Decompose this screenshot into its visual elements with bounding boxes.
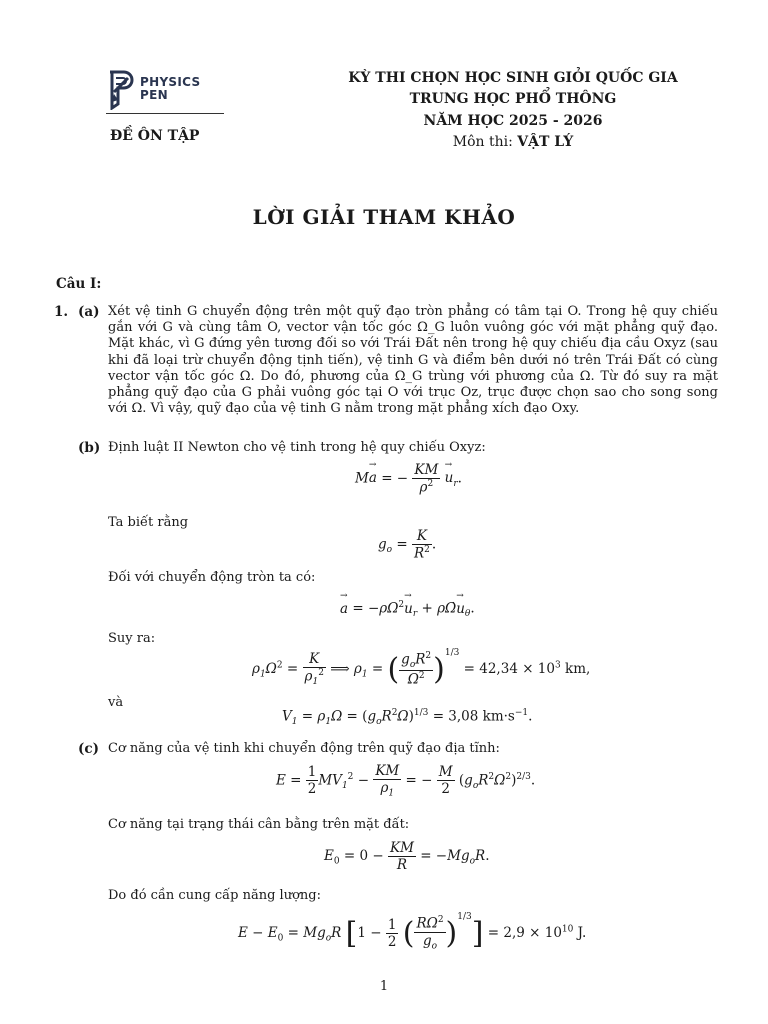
- energy-unit: J.: [577, 925, 587, 941]
- part-a-text: Xét vệ tinh G chuyển động trên một quỹ đạo tròn phẳng có tâm tại O. Trong hệ quy chiếu gắn với G và cùng tâm O, vector vận tốc góc Ω_G luôn vuông góc với mặt phẳng quỹ đạo. Mặt khác, vì G đứng yên tương đối so với Trái Đất nên trong hệ quy chiếu địa cầu Oxyz (sau khi đã loại trừ chuyển động tịnh tiến), vệ tinh G và điểm bên dưới nó trên Trái Đất có cùng vector vận tốc góc Ω. Do đó, phương của Ω_G trùng với phương của Ω. Từ đó suy ra mặt phẳng quỹ đạo của G phải vuông góc tại O với trục Oz, trục được chọn sao cho song song với Ω. Vì vậy, quỹ đạo của vệ tinh G nằm trong mặt phẳng xích đạo Oxy.: [108, 304, 718, 417]
- school-year: NĂM HỌC 2025 - 2026: [423, 113, 603, 129]
- rho-value: = 42,34 × 10: [463, 661, 555, 677]
- equation-energy-difference: $E - E_0 = Mg_oR$ [1 − $\frac{1}{2}$ ( $\frac{R\Omega^2}{g_o}$ )$^{1/3}] = 2,9 \times 10^{10}$ J.: [238, 912, 587, 952]
- part-b-intro: Định luật II Newton cho vệ tinh trong hệ quy chiếu Oxyz:: [108, 440, 486, 455]
- exam-name-line-1: KỲ THI CHỌN HỌC SINH GIỎI QUỐC GIA: [348, 70, 678, 86]
- text-known: Ta biết rằng: [108, 515, 189, 530]
- energy-exponent: 10: [561, 924, 574, 935]
- question-label: Câu I:: [56, 276, 102, 292]
- page-title: LỜI GIẢI THAM KHẢO: [252, 205, 516, 229]
- text-energy-needed: Do đó cần cung cấp năng lượng:: [108, 888, 321, 903]
- velocity-value: = 3,08 km·s: [432, 708, 515, 725]
- part-c-label: (c): [78, 741, 99, 757]
- text-circular: Đối với chuyển động tròn ta có:: [108, 570, 316, 585]
- pen-icon: [106, 70, 136, 110]
- rho-exponent: 3: [554, 660, 561, 671]
- logo-divider: [106, 113, 224, 114]
- part-b-label: (b): [78, 440, 101, 456]
- equation-newton: M→ a = − $\frac{KM}{\rho^2}$ → $u_r$.: [355, 462, 462, 496]
- text-and: và: [108, 695, 124, 710]
- part-a-label: (a): [78, 304, 100, 320]
- text-ground: Cơ năng tại trạng thái cân bằng trên mặt đất:: [108, 817, 410, 832]
- logo-line-1: PHYSICS: [140, 75, 201, 89]
- equation-g0: $g_o$ = $\frac{K}{R^2}$ .: [378, 528, 437, 562]
- rho-unit: km,: [565, 661, 591, 677]
- subject-label: Môn thi:: [452, 134, 513, 150]
- item-number: 1.: [54, 304, 69, 320]
- logo-text: [140, 76, 200, 102]
- equation-energy-ground: $E_0 = 0$ − $\frac{KM}{R}$ = $-Mg_oR$.: [324, 840, 490, 873]
- exam-subtitle: ĐỀ ÔN TẬP: [110, 128, 200, 144]
- equation-rho1: $\rho_1\Omega^2$ = $\frac{K}{\rho_1^2}$ ⟹ $\rho_1$ = ( $\frac{g_oR^2}{\Omega^2}$ )$^{1/3} = 42,34 \times 10^3$ km,: [252, 648, 591, 688]
- velocity-end: .: [528, 708, 533, 725]
- logo-line-2: PEN: [140, 88, 168, 102]
- part-c-intro: Cơ năng của vệ tinh khi chuyển động trên quỹ đạo địa tĩnh:: [108, 741, 500, 756]
- exam-name-line-2: TRUNG HỌC PHỔ THÔNG: [409, 91, 617, 107]
- subject-line: [300, 134, 726, 150]
- page-number: 1: [379, 979, 389, 994]
- equation-acceleration: → $a = -\rho\Omega^2\to u_r$ + ρΩ̇→ $u_\theta$.: [340, 600, 475, 619]
- equation-velocity: $V_1 = \rho_1\Omega = (g_oR^2\Omega)^{1/3} = 3,08$ $km\cdot s^{-1}$.: [282, 708, 533, 728]
- equation-energy-orbit: E = $\frac{1}{2}$ $MV_1^2$ − $\frac{KM}{\rho_1}$ = − $\frac{M}{2}$ $(g_oR^2\Omega^2)^{2/3}$.: [276, 763, 536, 799]
- energy-value: = 2,9 × 10: [487, 925, 562, 941]
- physics-pen-logo: [106, 70, 224, 114]
- subject-name: VẬT LÝ: [517, 134, 574, 150]
- velocity-exponent: −1: [514, 708, 529, 718]
- text-therefore: Suy ra:: [108, 631, 156, 646]
